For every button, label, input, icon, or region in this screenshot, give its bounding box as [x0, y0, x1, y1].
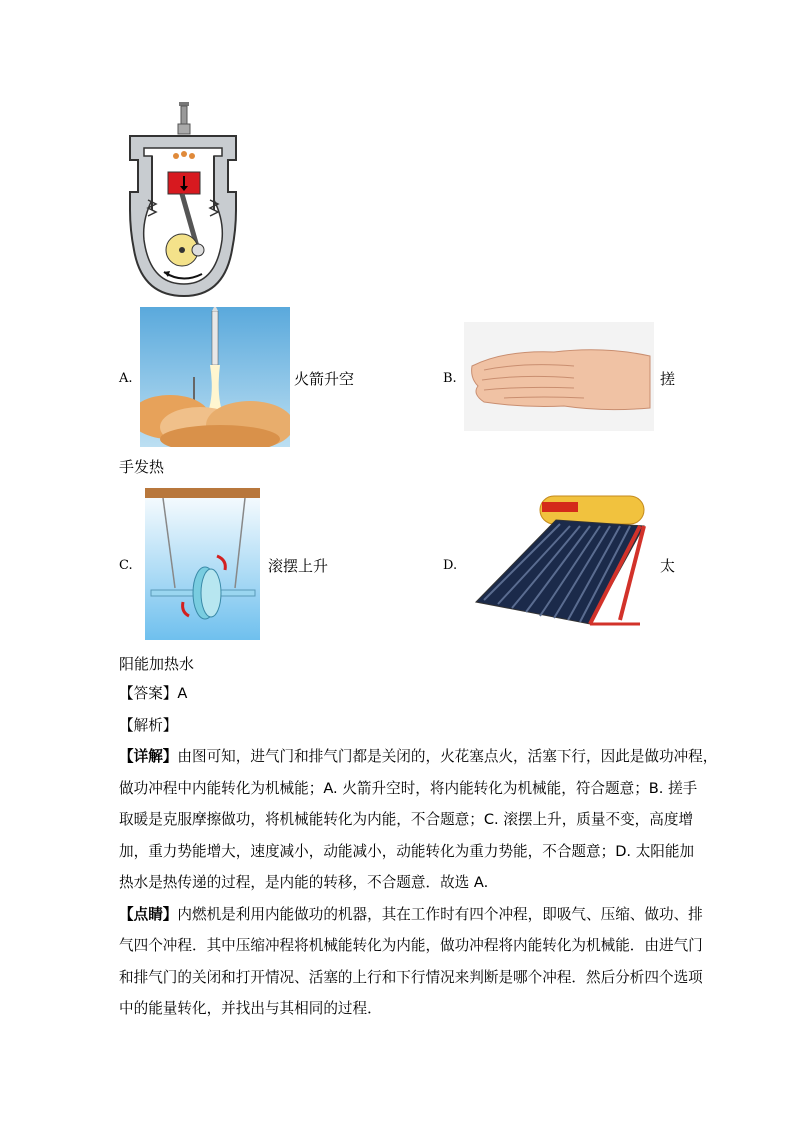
option-c-letter: C. — [119, 558, 133, 573]
detail-line-1: 【详解】由图可知，进气门和排气门都是关闭的，火花塞点火，活塞下行，因此是做功冲程， — [119, 748, 718, 765]
detail-line-3: 取暖是克服摩擦做功，将机械能转化为内能，不合题意；C. 滚摆上升，质量不变，高度增 — [119, 811, 694, 828]
option-b-text-tail: 搓 — [660, 370, 676, 388]
rubbing-hands-image — [464, 322, 654, 431]
detail-label: 【详解】 — [119, 748, 178, 765]
option-b-letter: B. — [443, 371, 457, 386]
option-d-letter: D. — [443, 558, 458, 573]
maxwell-wheel-image — [145, 486, 260, 640]
engine-diagram — [124, 100, 242, 300]
option-b-text-wrap: 手发热 — [119, 458, 165, 476]
detail-line-4: 加，重力势能增大，速度减小，动能减小，动能转化为重力势能，不合题意；D. 太阳能加 — [119, 843, 695, 860]
tip-line-1: 【点睛】内燃机是利用内能做功的机器，其在工作时有四个冲程，即吸气、压缩、做功、排 — [119, 906, 703, 923]
tip-line-4: 中的能量转化，并找出与其相同的过程． — [119, 1000, 382, 1017]
answer-line — [119, 684, 187, 704]
answer-value: A — [177, 685, 188, 702]
option-a-letter: A. — [119, 371, 133, 386]
answer-label: 【答案】 — [119, 685, 178, 702]
option-d-text-wrap: 阳能加热水 — [119, 655, 195, 673]
tip-label: 【点睛】 — [119, 906, 178, 923]
detail-line-5: 热水是热传递的过程，是内能的转移，不合题意．故选 A. — [119, 874, 489, 891]
rocket-launch-image — [140, 307, 290, 447]
tip-line-2: 气四个冲程．其中压缩冲程将机械能转化为内能，做功冲程将内能转化为机械能．由进气门 — [119, 937, 703, 954]
analysis-label: 【解析】 — [119, 717, 178, 734]
option-a-text: 火箭升空 — [294, 370, 355, 388]
detail-line-2: 做功冲程中内能转化为机械能；A. 火箭升空时，将内能转化为机械能，符合题意；B. 搓手 — [119, 780, 698, 797]
solar-water-heater-image — [470, 490, 648, 630]
option-d-text-tail: 太 — [660, 557, 676, 575]
option-c-text: 滚摆上升 — [268, 557, 329, 575]
tip-line-3: 和排气门的关闭和打开情况、活塞的上行和下行情况来判断是哪个冲程．然后分析四个选项 — [119, 969, 703, 986]
